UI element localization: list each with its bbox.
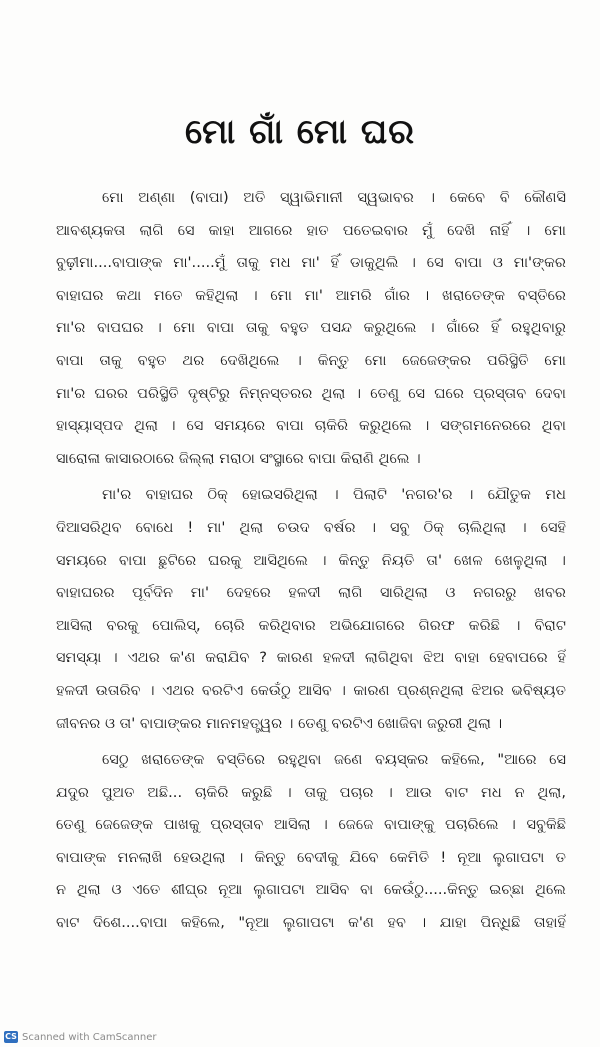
text-line: ଯଦୁର ପୁଅତ ଅଛି... ଚାକିରି କରୁଛି । ତାକୁ ପଚାର । ଆଉ ବାଟ ମଧ ନ ଥିଲା, <box>56 783 566 801</box>
camscanner-logo-icon: CS <box>5 1032 17 1041</box>
text-line: ଆବଶ୍ୟକତା ଲାଗି ସେ କାହା ଆଗରେ ହାତ ପତେଇବାର ମୁଁ ଦେଖି ନାହିଁ । ମୋ <box>56 221 566 239</box>
text-line: ସମୟରେ ବାପା ଛୁଟିରେ ଘରକୁ ଆସିଥିଲେ । କିନ୍ତୁ ନିୟତି ତା' ଖେଳ ଖେଳୁଥିଲା । <box>56 551 566 569</box>
text-line: ହଳଦୀ ଉତାରିବ । ଏଥର ବରଟିଏ କେଉଁଠୁ ଆସିବ । କାରଣ ପ୍ରଶ୍ନଥିଲା ଝିଅର ଭବିଷ୍ୟତ <box>56 681 566 699</box>
paragraph <box>56 182 566 475</box>
scanner-watermark <box>4 1031 157 1043</box>
text-line: ସାରୋଳା କାସାରଠାରେ ଜିଲ୍ଲା ମରାଠା ସଂସ୍ଥାରେ ବାପା କିରାଣି ଥିଲେ । <box>56 449 421 467</box>
text-line: ସେଠୁ ଖରାତେଙ୍କ ବସ୍ତିରେ ରହୁଥିବା ଜଣେ ବୟସ୍କର କହିଲେ, "ଆରେ ସେ <box>102 751 566 769</box>
text-line: ହାସ୍ୟାସ୍ପଦ ଥିଲା । ସେ ସମୟରେ ବାପା ଚାକିରି କରୁଥିଲେ । ସଙ୍ଗମନେରରେ ଥିବା <box>56 417 566 435</box>
text-line: ମା'ର ବାହାଘର ଠିକ୍ ହୋଇସରିଥିଲା । ପିଲାଟି 'ନଗର'ର । ଯୌତୁକ ମଧ <box>102 486 566 504</box>
text-line: ବୁଢ଼ୀମା....ବାପାଙ୍କ ମା'.....ମୁଁ ତାକୁ ମଧ ମା' ହିଁ ଡାକୁଥିଲି । ସେ ବାପା ଓ ମା'ଙ୍କର <box>56 254 566 272</box>
text-line: ଜୀବନର ଓ ତା' ବାପାଙ୍କର ମାନମହତ୍ତ୍ୱର । ତେଣୁ ବରଟିଏ ଖୋଜିବା ଜରୁରୀ ଥିଲା । <box>56 714 503 732</box>
text-line: ବାପାଙ୍କ ମନଲାଖି ହେଉଥିଲା । କିନ୍ତୁ ବେଦୀକୁ ଯିବେ କେମିତି ! ନୂଆ ଲୁଗାପଟା ତ <box>56 848 566 866</box>
watermark-text: Scanned with CamScanner <box>22 1031 157 1043</box>
text-line: ବାହାଘରର ପୂର୍ବଦିନ ମା' ଦେହରେ ହଳଦୀ ଲାଗି ସାରିଥିଲା ଓ ନଗରରୁ ଖବର <box>56 584 566 602</box>
text-line: ବାହାଘର କଥା ମତେ କହିଥିଲା । ମୋ ମା' ଆମରି ଗାଁର । ଖରାତେଙ୍କ ବସ୍ତିରେ <box>56 286 566 304</box>
paragraph <box>56 479 566 740</box>
text-line: ଦିଆସରିଥିବ ବୋଧେ ! ମା' ଥିଲା ଚଉଦ ବର୍ଷର । ସବୁ ଠିକ୍ ଚାଲିଥିଲା । ସେହି <box>56 518 566 536</box>
text-line: ଆସିଲା ବରକୁ ପୋଲିସ୍, ଚୋରି କରିଥିବାର ଅଭିଯୋଗରେ ଗିରଫ କରିଛି । ବିରାଟ <box>56 616 566 634</box>
text-line: ବାପା ତାକୁ ବହୁତ ଥର ଦେଖିଥିଲେ । କିନ୍ତୁ ମୋ ଜେଜେଙ୍କର ପରିସ୍ଥିତି ମୋ <box>56 351 566 369</box>
text-line: ତେଣୁ ଜେଜେଙ୍କ ପାଖକୁ ପ୍ରସ୍ତାବ ଆସିଲା । ଜେଜେ ବାପାଙ୍କୁ ପଚାରିଲେ । ସବୁକିଛି <box>56 816 566 834</box>
text-line: ମା'ର ବାପଘର । ମୋ ବାପା ତାକୁ ବହୁତ ପସନ୍ଦ କରୁଥିଲେ । ଗାଁରେ ହିଁ ରହୁଥିବାରୁ <box>56 319 566 337</box>
body-text <box>56 182 566 940</box>
text-line: ବାଟ ଦିଶେ....ବାପା କହିଲେ, "ନୂଆ ଲୁଗାପଟା କ'ଣ ହବ । ଯାହା ପିନ୍ଧିଛି ତାହାହିଁ <box>56 914 566 932</box>
text-line: ମା'ର ଘରର ପରିସ୍ଥିତି ଦୃଷ୍ଟିରୁ ନିମ୍ନସ୍ତରର ଥିଲା । ତେଣୁ ସେ ଘରେ ପ୍ରସ୍ତାବ ଦେବା <box>56 384 566 402</box>
text-line: ମୋ ଅଣ୍ଣା (ବାପା) ଅତି ସ୍ୱାଭିମାନୀ ସ୍ୱଭାବର । କେବେ ବି କୌଣସି <box>102 189 566 206</box>
page-title: ମୋ ଗାଁ ମୋ ଘର <box>185 112 415 152</box>
text-line: ସମସ୍ୟା । ଏଥର କ'ଣ କରାଯିବ ? କାରଣ ହଳଦୀ ଲାଗିଥିବା ଝିଅ ବାହା ହେବାପରେ ହିଁ <box>56 649 566 667</box>
text-line: ନ ଥିଲା ଓ ଏତେ ଶୀଘ୍ର ନୂଆ ଲୁଗାପଟା ଆସିବ ବା କେଉଁଠୁ.....କିନ୍ତୁ ଇଚ୍ଛା ଥିଲେ <box>56 881 566 899</box>
paragraph <box>56 744 566 940</box>
